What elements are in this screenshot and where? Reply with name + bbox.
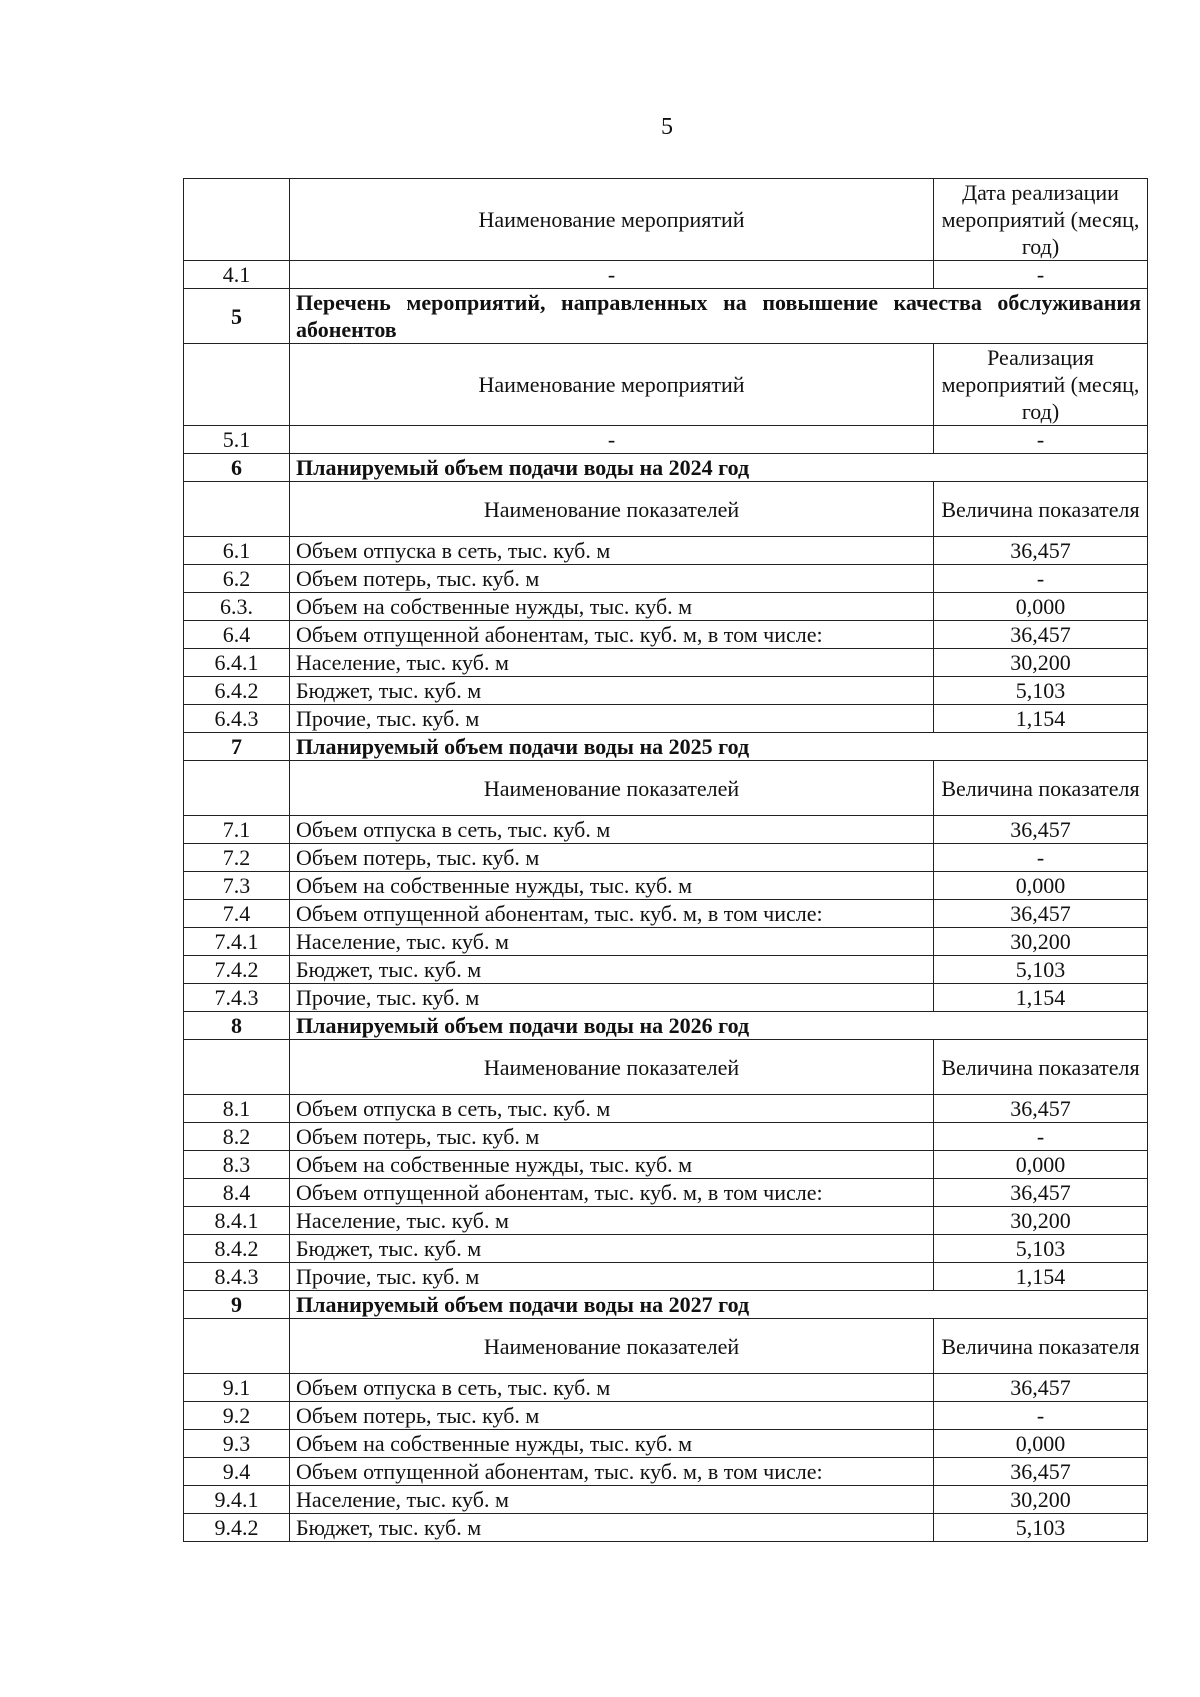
- column-header-row: [184, 1319, 1148, 1374]
- row-number: 6.4.2: [184, 677, 290, 705]
- row-number: 9.2: [184, 1402, 290, 1430]
- row-number: 6.3.: [184, 593, 290, 621]
- table-row: [184, 1179, 1148, 1207]
- row-value: -: [934, 1123, 1148, 1151]
- table-row: [184, 1430, 1148, 1458]
- header-num-cell: [184, 1319, 290, 1374]
- row-name: Объем потерь, тыс. куб. м: [290, 565, 934, 593]
- row-name: Бюджет, тыс. куб. м: [290, 1514, 934, 1542]
- row-number: 7.4.1: [184, 928, 290, 956]
- section-number: 5: [184, 289, 290, 344]
- row-number: 7.4.3: [184, 984, 290, 1012]
- row-number: 9.1: [184, 1374, 290, 1402]
- row-value: 30,200: [934, 1486, 1148, 1514]
- row-number: 8.1: [184, 1095, 290, 1123]
- row-value: 1,154: [934, 705, 1148, 733]
- row-number: 9.4.2: [184, 1514, 290, 1542]
- header-name-cell: Наименование мероприятий: [290, 344, 934, 426]
- table-row: [184, 1263, 1148, 1291]
- row-value: 36,457: [934, 1374, 1148, 1402]
- row-name: Объем потерь, тыс. куб. м: [290, 844, 934, 872]
- header-name-cell: Наименование показателей: [290, 482, 934, 537]
- page-number: 5: [661, 114, 673, 140]
- header-value-cell: Величина показателя: [934, 1319, 1148, 1374]
- row-name: Объем на собственные нужды, тыс. куб. м: [290, 1430, 934, 1458]
- table-row: [184, 928, 1148, 956]
- row-value: -: [934, 565, 1148, 593]
- row-value: 36,457: [934, 816, 1148, 844]
- section-header-row: [184, 1012, 1148, 1040]
- row-number: 6.1: [184, 537, 290, 565]
- row-name: Население, тыс. куб. м: [290, 1486, 934, 1514]
- row-value: -: [934, 1402, 1148, 1430]
- row-value: 36,457: [934, 621, 1148, 649]
- section-header-row: [184, 1291, 1148, 1319]
- section-title: Планируемый объем подачи воды на 2024 год: [290, 454, 1148, 482]
- table-header-row: [184, 179, 1148, 261]
- row-name: -: [290, 261, 934, 289]
- column-header-row: [184, 482, 1148, 537]
- row-number: 8.3: [184, 1151, 290, 1179]
- table-row: [184, 593, 1148, 621]
- header-num-cell: [184, 179, 290, 261]
- table-row: [184, 261, 1148, 289]
- row-name: Бюджет, тыс. куб. м: [290, 956, 934, 984]
- row-value: 0,000: [934, 1151, 1148, 1179]
- row-value: 36,457: [934, 537, 1148, 565]
- row-value: -: [934, 261, 1148, 289]
- table-row: [184, 1151, 1148, 1179]
- header-name-cell: Наименование показателей: [290, 761, 934, 816]
- table-row: [184, 816, 1148, 844]
- row-value: 36,457: [934, 1095, 1148, 1123]
- row-name: Прочие, тыс. куб. м: [290, 705, 934, 733]
- row-name: Объем отпущенной абонентам, тыс. куб. м, в том числе:: [290, 1458, 934, 1486]
- row-name: Объем отпущенной абонентам, тыс. куб. м, в том числе:: [290, 621, 934, 649]
- row-number: 9.3: [184, 1430, 290, 1458]
- row-number: 5.1: [184, 426, 290, 454]
- header-num-cell: [184, 1040, 290, 1095]
- row-name: Объем отпуска в сеть, тыс. куб. м: [290, 1374, 934, 1402]
- table-row: [184, 1458, 1148, 1486]
- table-row: [184, 1402, 1148, 1430]
- row-value: 5,103: [934, 677, 1148, 705]
- column-header-row: [184, 761, 1148, 816]
- row-number: 9.4: [184, 1458, 290, 1486]
- row-name: Объем на собственные нужды, тыс. куб. м: [290, 1151, 934, 1179]
- table-row: [184, 984, 1148, 1012]
- section-number: 7: [184, 733, 290, 761]
- table-row: [184, 1235, 1148, 1263]
- row-value: 36,457: [934, 1458, 1148, 1486]
- row-name: Население, тыс. куб. м: [290, 1207, 934, 1235]
- table-row: [184, 677, 1148, 705]
- table-row: [184, 844, 1148, 872]
- header-value-cell: Величина показателя: [934, 482, 1148, 537]
- row-value: 30,200: [934, 1207, 1148, 1235]
- row-value: 0,000: [934, 1430, 1148, 1458]
- table-row: [184, 1207, 1148, 1235]
- row-name: Объем потерь, тыс. куб. м: [290, 1123, 934, 1151]
- header-value-cell: Величина показателя: [934, 761, 1148, 816]
- row-value: 0,000: [934, 872, 1148, 900]
- section-header-row: [184, 289, 1148, 344]
- table-row: [184, 426, 1148, 454]
- table-row: [184, 1095, 1148, 1123]
- row-number: 6.4.1: [184, 649, 290, 677]
- section-title: Планируемый объем подачи воды на 2025 год: [290, 733, 1148, 761]
- row-name: Бюджет, тыс. куб. м: [290, 1235, 934, 1263]
- table-row: [184, 537, 1148, 565]
- header-name-cell: Наименование показателей: [290, 1319, 934, 1374]
- table-row: [184, 1123, 1148, 1151]
- row-value: 5,103: [934, 956, 1148, 984]
- column-header-row: [184, 1040, 1148, 1095]
- measures-table: [183, 178, 1148, 1542]
- header-num-cell: [184, 344, 290, 426]
- section-number: 8: [184, 1012, 290, 1040]
- row-number: 6.4.3: [184, 705, 290, 733]
- header-name-cell: Наименование мероприятий: [290, 179, 934, 261]
- row-number: 8.4: [184, 1179, 290, 1207]
- header-value-cell: Реализация мероприятий (месяц, год): [934, 344, 1148, 426]
- row-number: 4.1: [184, 261, 290, 289]
- row-number: 7.2: [184, 844, 290, 872]
- row-number: 8.4.2: [184, 1235, 290, 1263]
- section-title: Планируемый объем подачи воды на 2027 год: [290, 1291, 1148, 1319]
- table-row: [184, 872, 1148, 900]
- section-header-row: [184, 454, 1148, 482]
- row-name: Прочие, тыс. куб. м: [290, 1263, 934, 1291]
- row-number: 9.4.1: [184, 1486, 290, 1514]
- row-value: 36,457: [934, 1179, 1148, 1207]
- table-row: [184, 621, 1148, 649]
- row-value: 5,103: [934, 1235, 1148, 1263]
- row-name: Объем на собственные нужды, тыс. куб. м: [290, 593, 934, 621]
- column-header-row: [184, 344, 1148, 426]
- row-name: Объем отпуска в сеть, тыс. куб. м: [290, 537, 934, 565]
- table-row: [184, 1486, 1148, 1514]
- section-number: 9: [184, 1291, 290, 1319]
- header-date-cell: Дата реализации мероприятий (месяц, год): [934, 179, 1148, 261]
- table-row: [184, 956, 1148, 984]
- table-row: [184, 649, 1148, 677]
- row-number: 7.3: [184, 872, 290, 900]
- row-name: -: [290, 426, 934, 454]
- row-value: 30,200: [934, 649, 1148, 677]
- row-value: 36,457: [934, 900, 1148, 928]
- section-title: Планируемый объем подачи воды на 2026 год: [290, 1012, 1148, 1040]
- table-row: [184, 705, 1148, 733]
- row-value: 5,103: [934, 1514, 1148, 1542]
- row-value: -: [934, 844, 1148, 872]
- row-name: Объем отпуска в сеть, тыс. куб. м: [290, 816, 934, 844]
- row-name: Прочие, тыс. куб. м: [290, 984, 934, 1012]
- table-row: [184, 1514, 1148, 1542]
- row-number: 8.4.3: [184, 1263, 290, 1291]
- row-number: 6.4: [184, 621, 290, 649]
- row-value: 0,000: [934, 593, 1148, 621]
- header-value-cell: Величина показателя: [934, 1040, 1148, 1095]
- row-name: Объем потерь, тыс. куб. м: [290, 1402, 934, 1430]
- row-number: 7.4: [184, 900, 290, 928]
- row-name: Объем отпущенной абонентам, тыс. куб. м, в том числе:: [290, 1179, 934, 1207]
- header-num-cell: [184, 761, 290, 816]
- header-num-cell: [184, 482, 290, 537]
- row-value: 1,154: [934, 984, 1148, 1012]
- row-value: -: [934, 426, 1148, 454]
- table-row: [184, 1374, 1148, 1402]
- table-row: [184, 900, 1148, 928]
- row-name: Объем отпущенной абонентам, тыс. куб. м, в том числе:: [290, 900, 934, 928]
- row-number: 6.2: [184, 565, 290, 593]
- section-header-row: [184, 733, 1148, 761]
- row-name: Объем отпуска в сеть, тыс. куб. м: [290, 1095, 934, 1123]
- row-value: 1,154: [934, 1263, 1148, 1291]
- row-number: 7.1: [184, 816, 290, 844]
- row-number: 8.4.1: [184, 1207, 290, 1235]
- section-title: Перечень мероприятий, направленных на повышение качества обслуживания абонентов: [290, 289, 1148, 344]
- row-number: 7.4.2: [184, 956, 290, 984]
- row-name: Население, тыс. куб. м: [290, 928, 934, 956]
- row-name: Население, тыс. куб. м: [290, 649, 934, 677]
- row-number: 8.2: [184, 1123, 290, 1151]
- table-row: [184, 565, 1148, 593]
- section-number: 6: [184, 454, 290, 482]
- row-name: Объем на собственные нужды, тыс. куб. м: [290, 872, 934, 900]
- row-value: 30,200: [934, 928, 1148, 956]
- header-name-cell: Наименование показателей: [290, 1040, 934, 1095]
- row-name: Бюджет, тыс. куб. м: [290, 677, 934, 705]
